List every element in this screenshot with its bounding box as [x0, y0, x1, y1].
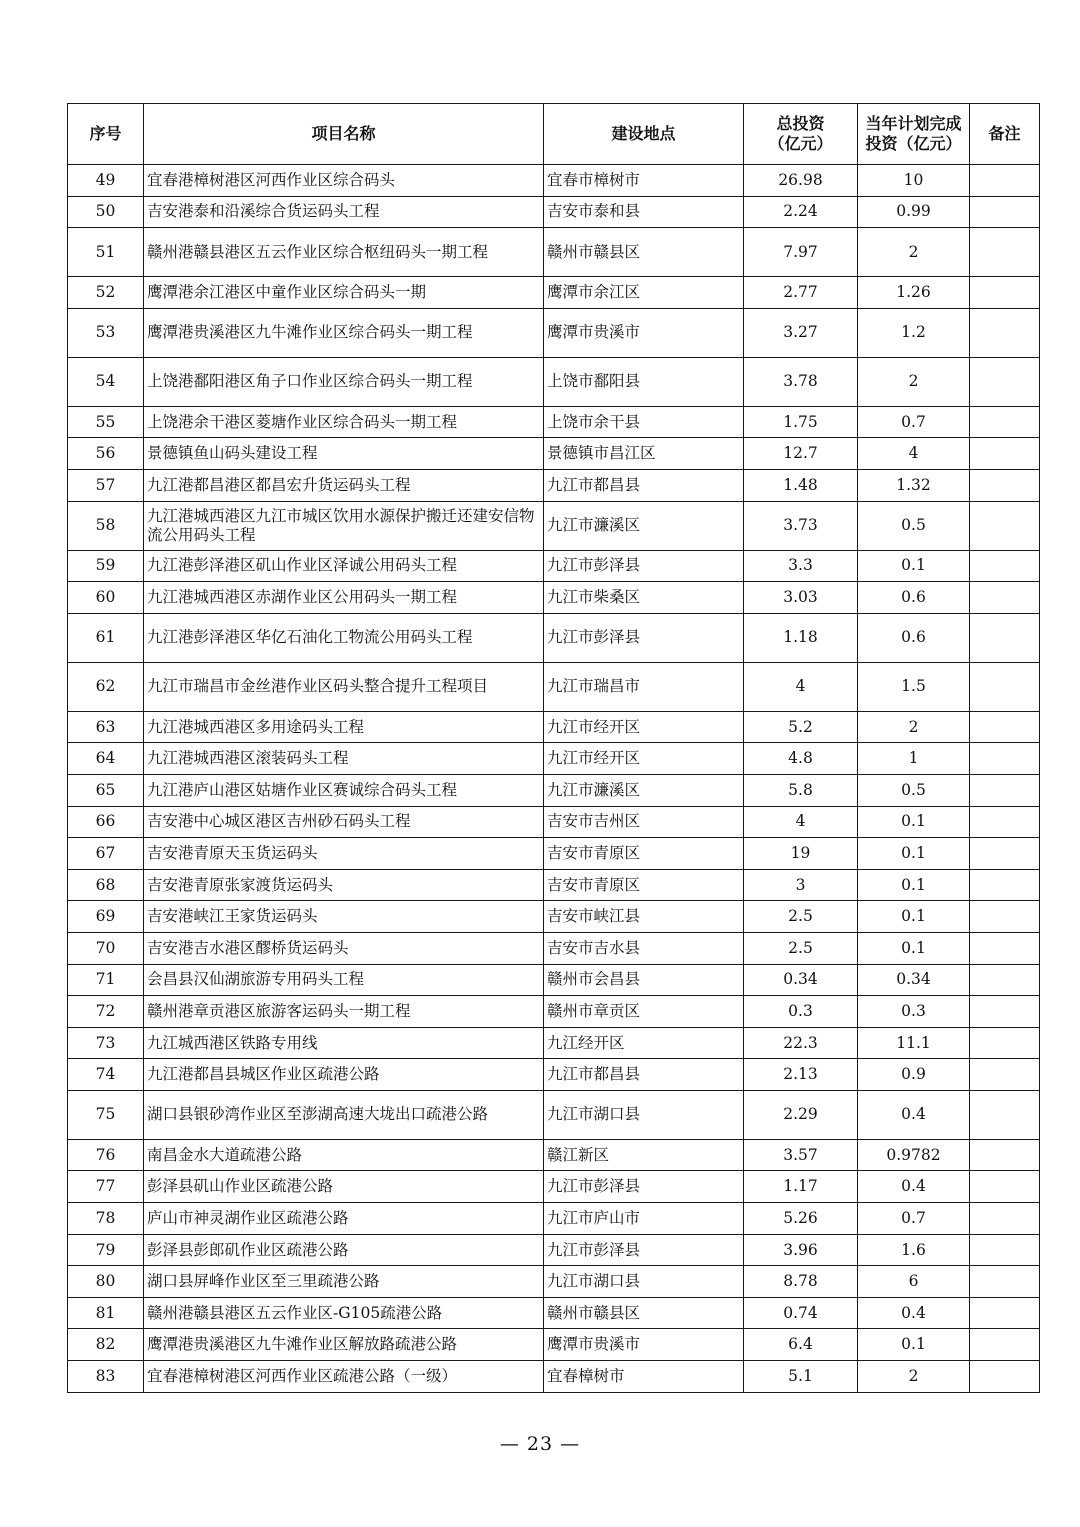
cell-location: 九江市庐山市: [544, 1203, 744, 1235]
cell-total-investment: 3: [744, 869, 858, 901]
table-row: [68, 1329, 1040, 1361]
cell-project-name: 九江港城西港区多用途码头工程: [144, 711, 544, 743]
cell-remark: [970, 838, 1040, 870]
cell-total-investment: 3.96: [744, 1234, 858, 1266]
cell-seq: 74: [68, 1059, 144, 1091]
cell-total-investment: 1.75: [744, 406, 858, 438]
cell-total-investment: 7.97: [744, 228, 858, 277]
cell-location: 吉安市青原区: [544, 869, 744, 901]
table-row: [68, 1139, 1040, 1171]
cell-remark: [970, 1361, 1040, 1393]
cell-location: 宜春市樟树市: [544, 165, 744, 197]
table-row: [68, 806, 1040, 838]
cell-annual-plan: 0.3: [858, 996, 970, 1028]
cell-remark: [970, 996, 1040, 1028]
cell-project-name: 鹰潭港贵溪港区九牛滩作业区综合码头一期工程: [144, 308, 544, 357]
cell-project-name: 上饶港鄱阳港区角子口作业区综合码头一期工程: [144, 357, 544, 406]
cell-location: 九江市彭泽县: [544, 613, 744, 662]
cell-location: 景德镇市昌江区: [544, 438, 744, 470]
header-remarks: 备注: [970, 104, 1040, 165]
cell-annual-plan: 0.1: [858, 550, 970, 582]
cell-seq: 70: [68, 932, 144, 964]
table-row: [68, 1090, 1040, 1139]
cell-location: 九江市濂溪区: [544, 774, 744, 806]
cell-total-investment: 2.77: [744, 277, 858, 309]
cell-project-name: 上饶港余干港区菱塘作业区综合码头一期工程: [144, 406, 544, 438]
cell-annual-plan: 2: [858, 1361, 970, 1393]
cell-total-investment: 5.26: [744, 1203, 858, 1235]
table-row: [68, 1171, 1040, 1203]
cell-seq: 62: [68, 662, 144, 711]
table-row: [68, 438, 1040, 470]
cell-total-investment: 2.5: [744, 901, 858, 933]
cell-remark: [970, 932, 1040, 964]
cell-project-name: 九江市瑞昌市金丝港作业区码头整合提升工程项目: [144, 662, 544, 711]
cell-annual-plan: 1: [858, 743, 970, 775]
cell-seq: 69: [68, 901, 144, 933]
cell-project-name: 九江港都昌港区都昌宏升货运码头工程: [144, 469, 544, 501]
cell-seq: 59: [68, 550, 144, 582]
cell-total-investment: 1.17: [744, 1171, 858, 1203]
cell-remark: [970, 1266, 1040, 1298]
cell-remark: [970, 1090, 1040, 1139]
cell-project-name: 九江港彭泽港区矶山作业区泽诚公用码头工程: [144, 550, 544, 582]
cell-seq: 83: [68, 1361, 144, 1393]
cell-project-name: 彭泽县彭郎矶作业区疏港公路: [144, 1234, 544, 1266]
cell-remark: [970, 228, 1040, 277]
table-row: [68, 838, 1040, 870]
cell-seq: 51: [68, 228, 144, 277]
cell-project-name: 宜春港樟树港区河西作业区综合码头: [144, 165, 544, 197]
cell-total-investment: 6.4: [744, 1329, 858, 1361]
table-row: [68, 228, 1040, 277]
cell-annual-plan: 0.4: [858, 1171, 970, 1203]
cell-location: 九江市都昌县: [544, 469, 744, 501]
cell-remark: [970, 711, 1040, 743]
cell-remark: [970, 869, 1040, 901]
table-row: [68, 1059, 1040, 1091]
cell-seq: 64: [68, 743, 144, 775]
header-location: 建设地点: [544, 104, 744, 165]
cell-total-investment: 22.3: [744, 1027, 858, 1059]
cell-location: 吉安市峡江县: [544, 901, 744, 933]
cell-remark: [970, 308, 1040, 357]
cell-total-investment: 12.7: [744, 438, 858, 470]
cell-remark: [970, 743, 1040, 775]
cell-remark: [970, 550, 1040, 582]
cell-total-investment: 2.13: [744, 1059, 858, 1091]
table-body: [68, 165, 1040, 1393]
cell-annual-plan: 11.1: [858, 1027, 970, 1059]
cell-remark: [970, 1329, 1040, 1361]
cell-project-name: 彭泽县矶山作业区疏港公路: [144, 1171, 544, 1203]
cell-seq: 68: [68, 869, 144, 901]
cell-location: 九江经开区: [544, 1027, 744, 1059]
cell-annual-plan: 1.32: [858, 469, 970, 501]
cell-total-investment: 8.78: [744, 1266, 858, 1298]
cell-remark: [970, 357, 1040, 406]
cell-total-investment: 4: [744, 662, 858, 711]
table-row: [68, 501, 1040, 550]
cell-project-name: 九江港彭泽港区华亿石油化工物流公用码头工程: [144, 613, 544, 662]
cell-total-investment: 2.24: [744, 196, 858, 228]
cell-total-investment: 1.18: [744, 613, 858, 662]
cell-seq: 66: [68, 806, 144, 838]
cell-annual-plan: 0.7: [858, 406, 970, 438]
cell-remark: [970, 1234, 1040, 1266]
cell-total-investment: 2.5: [744, 932, 858, 964]
cell-remark: [970, 613, 1040, 662]
cell-location: 吉安市吉州区: [544, 806, 744, 838]
cell-total-investment: 5.8: [744, 774, 858, 806]
table-row: [68, 582, 1040, 614]
cell-project-name: 吉安港青原天玉货运码头: [144, 838, 544, 870]
table-row: [68, 1203, 1040, 1235]
cell-remark: [970, 774, 1040, 806]
cell-project-name: 会昌县汉仙湖旅游专用码头工程: [144, 964, 544, 996]
cell-remark: [970, 1139, 1040, 1171]
table-row: [68, 711, 1040, 743]
cell-remark: [970, 582, 1040, 614]
cell-seq: 53: [68, 308, 144, 357]
cell-seq: 49: [68, 165, 144, 197]
cell-total-investment: 0.34: [744, 964, 858, 996]
cell-project-name: 吉安港峡江王家货运码头: [144, 901, 544, 933]
cell-project-name: 九江港城西港区滚装码头工程: [144, 743, 544, 775]
cell-annual-plan: 2: [858, 228, 970, 277]
cell-seq: 52: [68, 277, 144, 309]
table-row: [68, 1361, 1040, 1393]
cell-location: 九江市濂溪区: [544, 501, 744, 550]
cell-location: 九江市都昌县: [544, 1059, 744, 1091]
cell-seq: 73: [68, 1027, 144, 1059]
cell-seq: 80: [68, 1266, 144, 1298]
cell-seq: 50: [68, 196, 144, 228]
cell-seq: 71: [68, 964, 144, 996]
cell-seq: 78: [68, 1203, 144, 1235]
cell-seq: 57: [68, 469, 144, 501]
cell-location: 九江市经开区: [544, 711, 744, 743]
cell-seq: 76: [68, 1139, 144, 1171]
table-row: [68, 406, 1040, 438]
cell-annual-plan: 0.34: [858, 964, 970, 996]
cell-project-name: 鹰潭港贵溪港区九牛滩作业区解放路疏港公路: [144, 1329, 544, 1361]
cell-annual-plan: 4: [858, 438, 970, 470]
cell-total-investment: 19: [744, 838, 858, 870]
cell-seq: 56: [68, 438, 144, 470]
cell-seq: 60: [68, 582, 144, 614]
cell-location: 吉安市青原区: [544, 838, 744, 870]
table-row: [68, 1266, 1040, 1298]
cell-annual-plan: 1.6: [858, 1234, 970, 1266]
cell-total-investment: 3.27: [744, 308, 858, 357]
cell-total-investment: 1.48: [744, 469, 858, 501]
cell-total-investment: 5.1: [744, 1361, 858, 1393]
cell-annual-plan: 0.6: [858, 613, 970, 662]
header-total-investment: 总投资 （亿元）: [744, 104, 858, 165]
cell-total-investment: 2.29: [744, 1090, 858, 1139]
cell-total-investment: 26.98: [744, 165, 858, 197]
cell-annual-plan: 0.6: [858, 582, 970, 614]
cell-project-name: 湖口县银砂湾作业区至澎湖高速大垅出口疏港公路: [144, 1090, 544, 1139]
cell-seq: 67: [68, 838, 144, 870]
cell-project-name: 九江港庐山港区姑塘作业区赛诚综合码头工程: [144, 774, 544, 806]
cell-project-name: 赣州港赣县港区五云作业区-G105疏港公路: [144, 1297, 544, 1329]
cell-location: 九江市彭泽县: [544, 550, 744, 582]
table-row: [68, 1027, 1040, 1059]
cell-annual-plan: 0.1: [858, 932, 970, 964]
cell-total-investment: 4: [744, 806, 858, 838]
header-project-name: 项目名称: [144, 104, 544, 165]
cell-annual-plan: 1.5: [858, 662, 970, 711]
cell-location: 赣州市赣县区: [544, 1297, 744, 1329]
cell-location: 赣州市赣县区: [544, 228, 744, 277]
cell-remark: [970, 165, 1040, 197]
table-row: [68, 196, 1040, 228]
cell-location: 鹰潭市余江区: [544, 277, 744, 309]
cell-location: 鹰潭市贵溪市: [544, 308, 744, 357]
cell-seq: 79: [68, 1234, 144, 1266]
cell-location: 九江市经开区: [544, 743, 744, 775]
cell-annual-plan: 6: [858, 1266, 970, 1298]
cell-annual-plan: 2: [858, 357, 970, 406]
cell-annual-plan: 0.4: [858, 1297, 970, 1329]
cell-remark: [970, 277, 1040, 309]
cell-location: 鹰潭市贵溪市: [544, 1329, 744, 1361]
cell-seq: 58: [68, 501, 144, 550]
cell-total-investment: 4.8: [744, 743, 858, 775]
cell-seq: 72: [68, 996, 144, 1028]
cell-project-name: 赣州港章贡港区旅游客运码头一期工程: [144, 996, 544, 1028]
cell-location: 九江市瑞昌市: [544, 662, 744, 711]
table-row: [68, 964, 1040, 996]
cell-location: 九江市彭泽县: [544, 1234, 744, 1266]
cell-remark: [970, 1027, 1040, 1059]
table-row: [68, 277, 1040, 309]
cell-remark: [970, 1059, 1040, 1091]
header-seq: 序号: [68, 104, 144, 165]
cell-remark: [970, 964, 1040, 996]
table-header-row: [68, 104, 1040, 165]
cell-location: 九江市柴桑区: [544, 582, 744, 614]
cell-remark: [970, 662, 1040, 711]
cell-remark: [970, 1297, 1040, 1329]
cell-project-name: 赣州港赣县港区五云作业区综合枢纽码头一期工程: [144, 228, 544, 277]
cell-total-investment: 0.3: [744, 996, 858, 1028]
table-row: [68, 996, 1040, 1028]
cell-total-investment: 3.3: [744, 550, 858, 582]
cell-location: 九江市彭泽县: [544, 1171, 744, 1203]
table-row: [68, 932, 1040, 964]
cell-annual-plan: 0.4: [858, 1090, 970, 1139]
cell-project-name: 吉安港泰和沿溪综合货运码头工程: [144, 196, 544, 228]
table-row: [68, 774, 1040, 806]
cell-annual-plan: 0.1: [858, 869, 970, 901]
cell-project-name: 吉安港青原张家渡货运码头: [144, 869, 544, 901]
cell-total-investment: 3.03: [744, 582, 858, 614]
cell-location: 九江市湖口县: [544, 1266, 744, 1298]
cell-project-name: 宜春港樟树港区河西作业区疏港公路（一级）: [144, 1361, 544, 1393]
cell-project-name: 吉安港吉水港区醪桥货运码头: [144, 932, 544, 964]
cell-remark: [970, 901, 1040, 933]
cell-total-investment: 0.74: [744, 1297, 858, 1329]
table-row: [68, 550, 1040, 582]
cell-annual-plan: 0.5: [858, 774, 970, 806]
page-number: — 23 —: [499, 1433, 581, 1455]
cell-annual-plan: 0.9: [858, 1059, 970, 1091]
cell-remark: [970, 501, 1040, 550]
cell-location: 赣州市章贡区: [544, 996, 744, 1028]
cell-seq: 82: [68, 1329, 144, 1361]
cell-remark: [970, 438, 1040, 470]
cell-annual-plan: 0.1: [858, 838, 970, 870]
table-row: [68, 743, 1040, 775]
cell-project-name: 九江港城西港区赤湖作业区公用码头一期工程: [144, 582, 544, 614]
cell-location: 九江市湖口县: [544, 1090, 744, 1139]
cell-annual-plan: 1.26: [858, 277, 970, 309]
table-row: [68, 613, 1040, 662]
table-row: [68, 1297, 1040, 1329]
table-row: [68, 1234, 1040, 1266]
cell-seq: 65: [68, 774, 144, 806]
cell-annual-plan: 0.9782: [858, 1139, 970, 1171]
table-row: [68, 308, 1040, 357]
cell-total-investment: 3.73: [744, 501, 858, 550]
cell-project-name: 湖口县屏峰作业区至三里疏港公路: [144, 1266, 544, 1298]
cell-location: 上饶市余干县: [544, 406, 744, 438]
cell-annual-plan: 2: [858, 711, 970, 743]
cell-total-investment: 5.2: [744, 711, 858, 743]
cell-seq: 77: [68, 1171, 144, 1203]
cell-annual-plan: 1.2: [858, 308, 970, 357]
cell-project-name: 九江港城西港区九江市城区饮用水源保护搬迁还建安信物流公用码头工程: [144, 501, 544, 550]
cell-remark: [970, 406, 1040, 438]
cell-location: 吉安市泰和县: [544, 196, 744, 228]
cell-project-name: 九江港都昌县城区作业区疏港公路: [144, 1059, 544, 1091]
cell-annual-plan: 0.1: [858, 806, 970, 838]
cell-project-name: 庐山市神灵湖作业区疏港公路: [144, 1203, 544, 1235]
cell-project-name: 九江城西港区铁路专用线: [144, 1027, 544, 1059]
cell-total-investment: 3.78: [744, 357, 858, 406]
cell-project-name: 景德镇鱼山码头建设工程: [144, 438, 544, 470]
header-annual-plan: 当年计划完成 投资（亿元）: [858, 104, 970, 165]
table-row: [68, 469, 1040, 501]
cell-seq: 54: [68, 357, 144, 406]
cell-annual-plan: 0.5: [858, 501, 970, 550]
cell-seq: 55: [68, 406, 144, 438]
cell-annual-plan: 10: [858, 165, 970, 197]
cell-project-name: 吉安港中心城区港区吉州砂石码头工程: [144, 806, 544, 838]
cell-remark: [970, 196, 1040, 228]
cell-location: 赣州市会昌县: [544, 964, 744, 996]
cell-location: 上饶市鄱阳县: [544, 357, 744, 406]
table-row: [68, 662, 1040, 711]
cell-seq: 63: [68, 711, 144, 743]
cell-remark: [970, 806, 1040, 838]
cell-seq: 61: [68, 613, 144, 662]
cell-location: 吉安市吉水县: [544, 932, 744, 964]
cell-location: 赣江新区: [544, 1139, 744, 1171]
cell-annual-plan: 0.7: [858, 1203, 970, 1235]
cell-seq: 75: [68, 1090, 144, 1139]
cell-annual-plan: 0.99: [858, 196, 970, 228]
project-table: [67, 103, 1040, 1393]
cell-project-name: 鹰潭港余江港区中童作业区综合码头一期: [144, 277, 544, 309]
cell-project-name: 南昌金水大道疏港公路: [144, 1139, 544, 1171]
table-row: [68, 869, 1040, 901]
table-row: [68, 165, 1040, 197]
cell-location: 宜春樟树市: [544, 1361, 744, 1393]
cell-seq: 81: [68, 1297, 144, 1329]
cell-annual-plan: 0.1: [858, 1329, 970, 1361]
table-row: [68, 357, 1040, 406]
cell-remark: [970, 469, 1040, 501]
table-row: [68, 901, 1040, 933]
cell-remark: [970, 1171, 1040, 1203]
cell-total-investment: 3.57: [744, 1139, 858, 1171]
cell-annual-plan: 0.1: [858, 901, 970, 933]
cell-remark: [970, 1203, 1040, 1235]
